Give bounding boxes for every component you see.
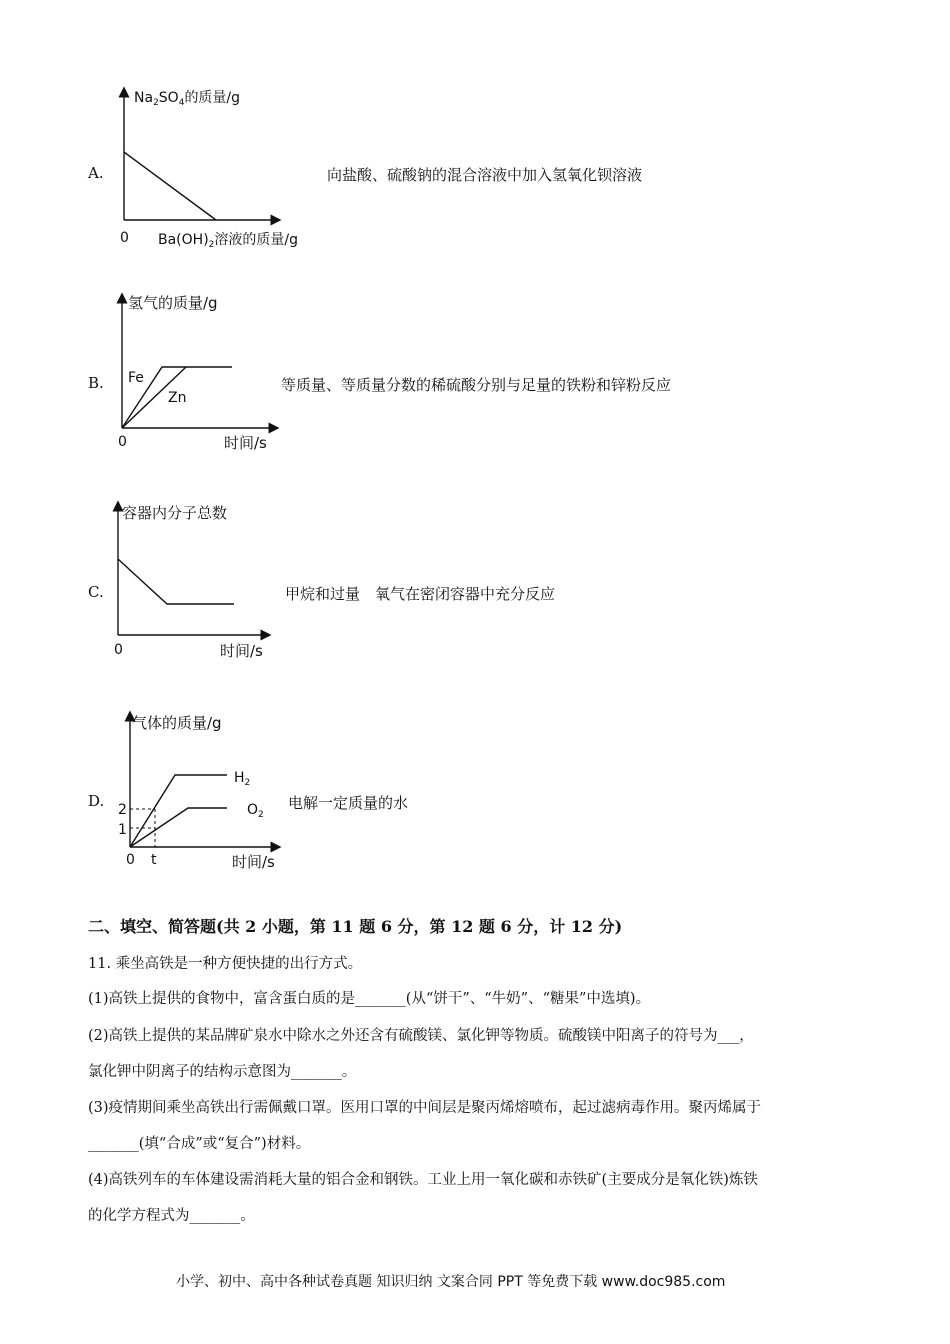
question-11-part-1: (1)高铁上提供的食物中，富含蛋白质的是_______(从“饼干”、“牛奶”、“糖果”中选填)。 — [88, 991, 651, 1007]
y-axis-label: $Na_2SO_4$的质量/g — [134, 90, 241, 108]
fe-label: Fe — [128, 370, 144, 386]
option-a-letter: A. — [88, 164, 104, 182]
origin-label: 0 — [126, 852, 135, 868]
option-d-graph — [108, 708, 298, 876]
zn-label: Zn — [168, 390, 187, 406]
x-axis-label: 时间/s — [224, 434, 267, 452]
x-axis-label: $Ba(OH)_2$溶液的质量/g — [158, 232, 298, 250]
h2-curve — [130, 775, 227, 847]
tick-t-label: t — [151, 852, 157, 868]
question-11-part-2-line-1: (2)高铁上提供的某品牌矿泉水中除水之外还含有硫酸镁、氯化钾等物质。硫酸镁中阳离子的符号为___， — [88, 1028, 754, 1044]
option-c-description: 甲烷和过量 氧气在密闭容器中充分反应 — [285, 585, 556, 603]
curve-line — [124, 152, 216, 220]
option-a-graph — [100, 82, 340, 254]
x-axis-label: 时间/s — [232, 853, 275, 871]
option-b-letter: B. — [88, 374, 104, 392]
molecule-curve — [118, 559, 234, 604]
y-axis-label: 容器内分子总数 — [122, 504, 228, 522]
option-c-graph — [96, 498, 296, 666]
option-c-letter: C. — [88, 583, 104, 601]
option-b-description: 等质量、等质量分数的稀硫酸分别与足量的铁粉和锌粉反应 — [281, 376, 672, 394]
question-11-stem: 11. 乘坐高铁是一种方便快捷的出行方式。 — [88, 956, 363, 972]
y-axis-label: 气体的质量/g — [132, 714, 222, 732]
y-axis-label: 氢气的质量/g — [128, 294, 218, 312]
question-11-part-4-line-2: 的化学方程式为_______。 — [88, 1208, 255, 1224]
h2-label: $H_2$ — [234, 770, 251, 788]
question-11-part-3-line-1: (3)疫情期间乘坐高铁出行需佩戴口罩。医用口罩的中间层是聚丙烯熔喷布，起过滤病毒作用。聚丙烯属于 — [88, 1100, 762, 1116]
tick-1-label: 1 — [118, 822, 127, 838]
question-11-part-3-line-2: _______(填“合成”或“复合”)材料。 — [88, 1136, 311, 1152]
question-11-part-4-line-1: (4)高铁列车的车体建设需消耗大量的铝合金和钢铁。工业上用一氧化碳和赤铁矿(主要成分是氧化铁)炼铁 — [88, 1172, 758, 1188]
option-a-description: 向盐酸、硫酸钠的混合溶液中加入氢氧化钡溶液 — [327, 166, 643, 184]
option-b-graph — [100, 288, 300, 456]
tick-2-label: 2 — [118, 802, 127, 818]
origin-label: 0 — [118, 434, 127, 450]
page-footer: 小学、初中、高中各种试卷真题 知识归纳 文案合同 PPT 等免费下载 www.doc985.com — [176, 1274, 726, 1290]
origin-label: 0 — [114, 642, 123, 658]
question-11-part-2-line-2: 氯化钾中阴离子的结构示意图为_______。 — [88, 1064, 357, 1080]
section-title: 二、填空、简答题(共 2 小题，第 11 题 6 分，第 12 题 6 分，计 12 分) — [88, 917, 623, 936]
option-d-letter: D. — [88, 792, 105, 810]
origin-label: 0 — [120, 230, 129, 246]
o2-label: $O_2$ — [247, 802, 264, 820]
option-d-description: 电解一定质量的水 — [288, 794, 409, 812]
x-axis-label: 时间/s — [220, 642, 263, 660]
